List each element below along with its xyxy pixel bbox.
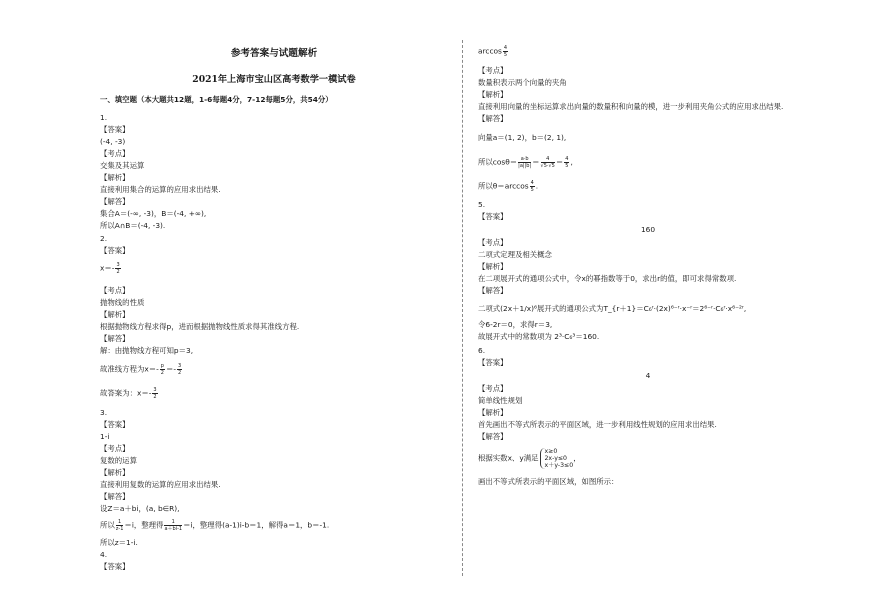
q1-topic-tag: 【考点】 xyxy=(100,149,130,158)
q4-solution-line: 所以θ＝arccos $\frac{4}{5}$ . xyxy=(478,180,539,193)
fraction: $\frac{4}{5}$ xyxy=(503,45,508,58)
q5-solution-tag: 【解答】 xyxy=(478,286,508,295)
fraction: $\frac{a\cdot b}{|a||b|}$ xyxy=(518,156,532,169)
q3-solution-tag: 【解答】 xyxy=(100,492,130,501)
q6-topic-tag: 【考点】 xyxy=(478,384,508,393)
q3-answer: 1-i xyxy=(100,432,110,441)
fraction: $\frac{3}{2}$ xyxy=(178,363,182,376)
q5-number: 5. xyxy=(478,200,486,209)
q4-solution-line: 所以cosθ＝ $\frac{a\cdot b}{|a||b|}$ ＝ $\frac{4}{√5\cdot√5}$ ＝ $\frac{4}{5}$ , xyxy=(478,156,573,169)
section-heading: 一、填空题（本大题共12题，1-6每题4分，7-12每题5分，共54分） xyxy=(100,95,333,104)
q2-solution-tag: 【解答】 xyxy=(100,334,130,343)
q4-number: 4. xyxy=(100,550,108,559)
q5-analysis-tag: 【解析】 xyxy=(478,262,508,271)
q2-topic-tag: 【考点】 xyxy=(100,286,130,295)
q6-topic: 简单线性规划 xyxy=(478,396,523,405)
q2-analysis: 根据抛物线方程求得p，进而根据抛物线性质求得其准线方程. xyxy=(100,322,300,331)
fraction: $\frac{3}{2}$ xyxy=(153,387,157,400)
q6-solution-line: 画出不等式所表示的平面区域，如图所示： xyxy=(478,477,619,486)
q4-solution-tag: 【解答】 xyxy=(478,114,508,123)
exam-title: 2021年上海市宝山区高考数学一模试卷 xyxy=(192,74,356,85)
q6-answer-tag: 【答案】 xyxy=(478,358,508,367)
q6-answer: 4 xyxy=(645,371,651,380)
q1-analysis: 直接利用集合的运算的应用求出结果. xyxy=(100,185,221,194)
fraction: $\frac{4}{5}$ xyxy=(530,180,534,193)
q3-topic-tag: 【考点】 xyxy=(100,444,130,453)
q4-analysis-tag: 【解析】 xyxy=(478,90,508,99)
fraction: $\frac{1}{z-1}$ xyxy=(115,519,124,532)
document-title: 参考答案与试题解析 xyxy=(230,48,318,59)
q5-answer: 160 xyxy=(640,225,656,234)
q6-number: 6. xyxy=(478,346,486,355)
fraction: $\frac{4}{√5\cdot√5}$ xyxy=(540,156,555,169)
q6-solution-line: 根据实数x、y满足 x≥0 2x-y≤0 x＋y-3≤0 ， xyxy=(478,448,581,469)
q2-topic: 抛物线的性质 xyxy=(100,298,145,307)
q5-solution-line: 令6-2r＝0，求得r＝3, xyxy=(478,320,553,329)
q3-analysis: 直接利用复数的运算的应用求出结果. xyxy=(100,480,221,489)
q4-answer: arccos $\frac{4}{5}$ xyxy=(478,45,508,58)
q1-solution-line: 所以A∩B＝(-4, -3). xyxy=(100,221,166,230)
q4-solution-line: 向量a＝(1, 2)，b＝(2, 1), xyxy=(478,133,567,142)
fraction: $\frac{p}{2}$ xyxy=(160,363,164,376)
q2-solution-line: 故准线方程为x＝- $\frac{p}{2}$ ＝- $\frac{3}{2}$ xyxy=(100,363,182,376)
q5-solution-line: 故展开式中的常数项为 2³·C₆³＝160. xyxy=(478,332,600,341)
fraction: $\frac{1}{a+bi-1}$ xyxy=(164,519,183,532)
q2-number: 2. xyxy=(100,234,108,243)
column-divider xyxy=(462,40,463,576)
q3-topic: 复数的运算 xyxy=(100,456,137,465)
q3-analysis-tag: 【解析】 xyxy=(100,468,130,477)
q5-topic-tag: 【考点】 xyxy=(478,238,508,247)
q3-solution-line: 所以z＝1-i. xyxy=(100,538,138,547)
fraction: $\frac{3}{2}$ xyxy=(116,262,120,275)
q1-analysis-tag: 【解析】 xyxy=(100,173,130,182)
q1-solution-tag: 【解答】 xyxy=(100,197,130,206)
q3-solution-line: 所以 $\frac{1}{z-1}$ ＝i，整理得 $\frac{1}{a+bi-1}$ ＝i，整理得(a-1)i-b＝1，解得a＝1，b＝-1. xyxy=(100,519,330,532)
q1-answer: (-4, -3) xyxy=(100,137,126,146)
q4-topic: 数量积表示两个向量的夹角 xyxy=(478,78,567,87)
q6-analysis-tag: 【解析】 xyxy=(478,408,508,417)
q5-answer-tag: 【答案】 xyxy=(478,212,508,221)
q1-answer-tag: 【答案】 xyxy=(100,125,130,134)
q5-analysis: 在二项展开式的通项公式中，令x的幂指数等于0，求出r的值，即可求得常数项. xyxy=(478,274,737,283)
q4-analysis: 直接利用向量的坐标运算求出向量的数量积和向量的模，进一步利用夹角公式的应用求出结果. xyxy=(478,102,784,111)
q2-solution-line: 解：由抛物线方程可知p＝3, xyxy=(100,346,194,355)
q5-topic: 二项式定理及相关概念 xyxy=(478,250,552,259)
inequality-system: x≥0 2x-y≤0 x＋y-3≤0 xyxy=(540,448,573,469)
q2-answer-tag: 【答案】 xyxy=(100,246,130,255)
q3-answer-tag: 【答案】 xyxy=(100,420,130,429)
q1-number: 1. xyxy=(100,113,108,122)
q3-number: 3. xyxy=(100,408,108,417)
q2-final-answer: 故答案为：x＝- $\frac{3}{2}$ xyxy=(100,387,157,400)
q6-solution-tag: 【解答】 xyxy=(478,432,508,441)
q6-analysis: 首先画出不等式所表示的平面区域，进一步利用线性规划的应用求出结果. xyxy=(478,420,717,429)
fraction: $\frac{4}{5}$ xyxy=(565,156,569,169)
q1-topic: 交集及其运算 xyxy=(100,161,145,170)
q4-answer-tag: 【答案】 xyxy=(100,562,130,571)
q3-solution-line: 设Z＝a＋bi，(a, b∈R), xyxy=(100,504,180,513)
q2-analysis-tag: 【解析】 xyxy=(100,310,130,319)
q1-solution-line: 集合A＝(-∞, -3)，B＝(-4, +∞), xyxy=(100,209,207,218)
q4-topic-tag: 【考点】 xyxy=(478,66,508,75)
q5-solution-line: 二项式(2x＋1/x)⁶展开式的通项公式为T_{r＋1}＝C₆ʳ·(2x)⁶⁻ʳ·x⁻ʳ＝2⁶⁻ʳ·C₆ʳ·x⁶⁻²ʳ, xyxy=(478,304,747,313)
q2-answer: x＝- $\frac{3}{2}$ xyxy=(100,262,120,275)
